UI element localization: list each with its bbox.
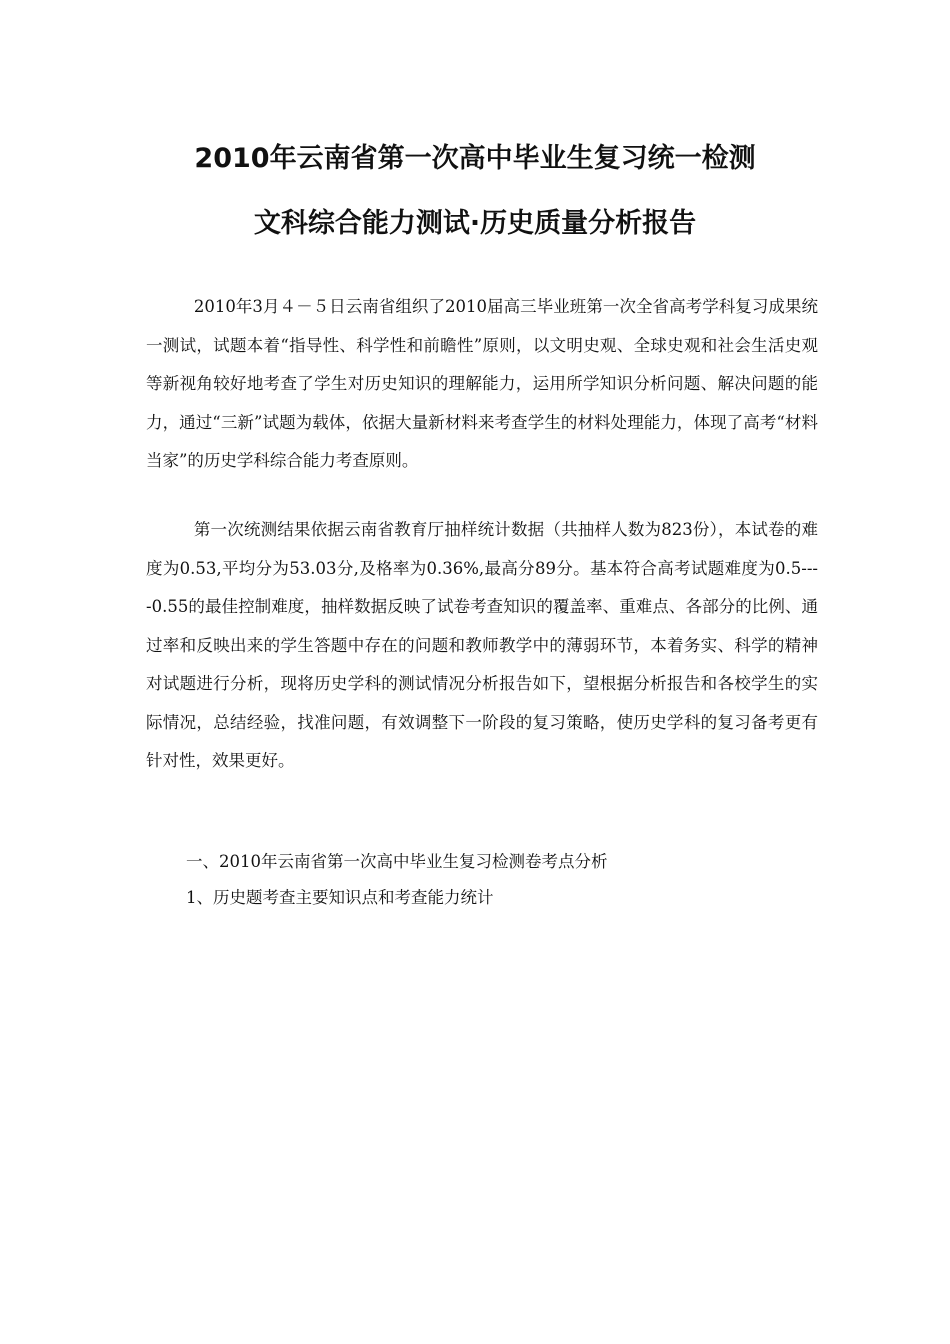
document-title-line-1: 2010年云南省第一次高中毕业生复习统一检测 — [194, 143, 756, 174]
intro-paragraph: 2010年3月４－５日云南省组织了2010届高三毕业班第一次全省高考学科复习成果统一测试，试题本着“指导性、科学性和前瞻性”原则，以文明史观、全球史观和社会生活史观等新视角较好地考查了学生对历史知识的理解能力，运用所学知识分析问题、解决问题的能力，通过“三新”试题为载体，依据大量新材料来考查学生的材料处理能力，体现了高考“材料当家”的历史学科综合能力考查原则。 — [146, 297, 818, 470]
document-title-line-2: 文科综合能力测试·历史质量分析报告 — [253, 208, 697, 239]
results-paragraph: 第一次统测结果依据云南省教育厅抽样统计数据（共抽样人数为823份），本试卷的难度为0.53,平均分为53.03分,及格率为0.36%,最高分89分。基本符合高考试题难度为0.5----0.55的最佳控制难度，抽样数据反映了试卷考查知识的覆盖率、重难点、各部分的比例、通过率和反映出来的学生答题中存在的问题和教师教学中的薄弱环节，本着务实、科学的精神对试题进行分析，现将历史学科的测试情况分析报告如下，望根据分析报告和各校学生的实际情况，总结经验，找准问题，有效调整下一阶段的复习策略，使历史学科的复习备考更有针对性，效果更好。 — [146, 520, 818, 770]
section-heading: 一、2010年云南省第一次高中毕业生复习检测卷考点分析 — [186, 852, 608, 871]
subsection-heading: 1、历史题考查主要知识点和考查能力统计 — [186, 888, 494, 907]
